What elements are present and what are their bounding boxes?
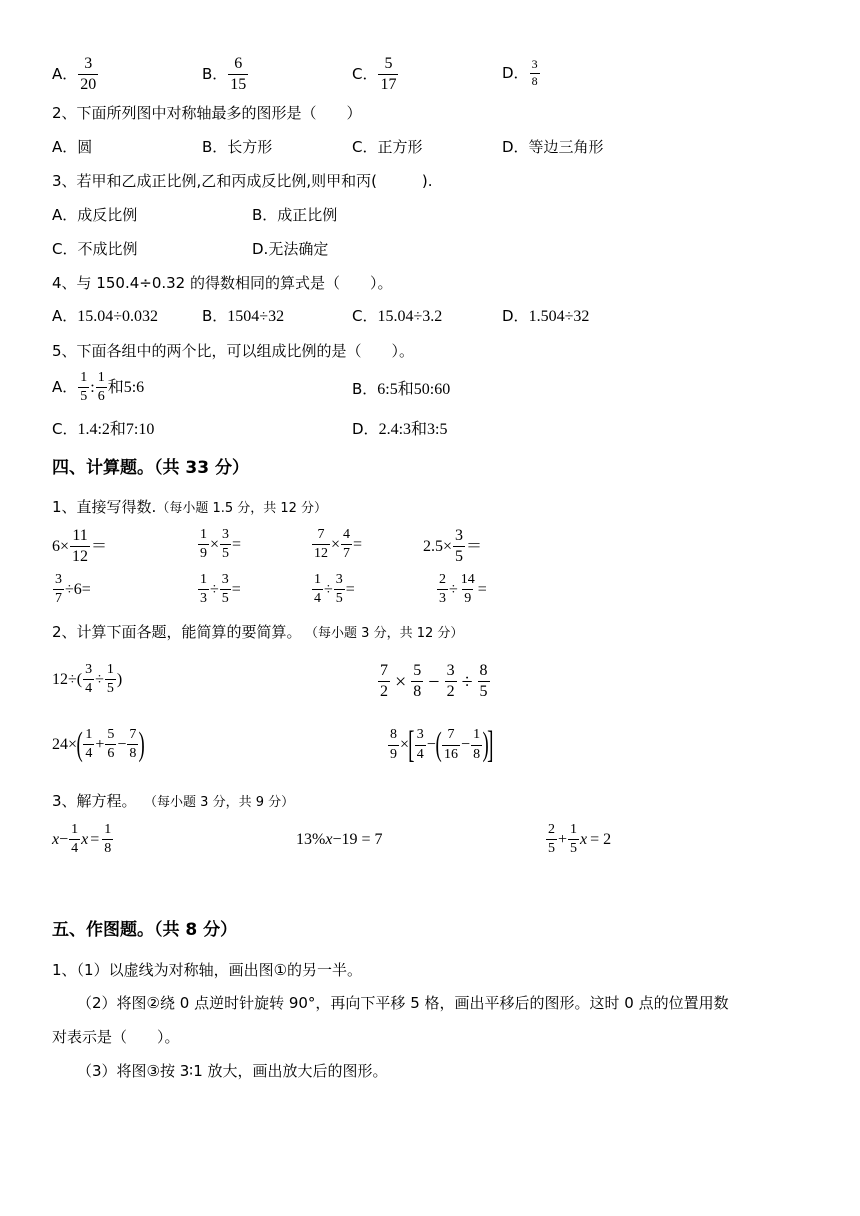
section4-part1-heading: 1、直接写得数.（每小题 1.5 分，共 12 分）: [52, 498, 328, 516]
q1-option-a-label: A．: [52, 65, 78, 84]
q3-option-b: B．成正比例: [252, 206, 338, 224]
section5-line-2: （2）将图②绕 0 点逆时针旋转 90°，再向下平移 5 格，画出平移后的图形。这时 0 点的位置用数: [77, 994, 729, 1012]
q5-option-b: B．6:5和50:60: [352, 380, 451, 398]
calc-expression-2: $\frac{7}{2}$ × $\frac{5}{8}$ − $\frac{3}{2}$ ÷ $\frac{8}{5}$: [380, 662, 488, 701]
oral-calc-5: $\frac{3}{7}$ ÷6=: [55, 572, 91, 607]
q4-option-d: D．1.504÷32: [502, 307, 590, 325]
q4-option-c: C．15.04÷3.2: [352, 307, 443, 325]
q4-option-a: A．15.04÷0.032: [52, 307, 159, 325]
q3-stem: 3、若甲和乙成正比例,乙和丙成反比例,则甲和丙( ).: [52, 172, 433, 190]
section4-part3-heading: 3、解方程。 （每小题 3 分，共 9 分）: [52, 792, 295, 810]
q2-option-c: C．正方形: [352, 138, 423, 156]
oral-calc-8: $\frac{2}{3}$ ÷ $\frac{14}{9}$ =: [439, 572, 487, 607]
q1-option-d-fraction: $\frac{3}{8}$: [531, 57, 538, 88]
equation-1: x − $\frac{1}{4}$ x = $\frac{1}{8}$: [52, 822, 112, 857]
calc-expression-1: 12÷( $\frac{3}{4}$ ÷ $\frac{1}{5}$ ): [52, 662, 123, 697]
q4-option-b: B．1504÷32: [202, 307, 285, 325]
equation-3: $\frac{2}{5}$ + $\frac{1}{5}$ x = 2: [548, 822, 612, 857]
q1-option-b-fraction: $\frac{6}{15}$: [230, 55, 247, 94]
oral-calc-3: $\frac{7}{12}$ × $\frac{4}{7}$ =: [314, 527, 363, 562]
q5-option-a: A． $\frac{1}{5}$ : $\frac{1}{6}$ 和5:6: [52, 370, 145, 405]
section4-part2-heading: 2、计算下面各题，能简算的要简算。 （每小题 3 分，共 12 分）: [52, 623, 464, 641]
q3-option-d: D.无法确定: [252, 240, 329, 258]
calc-expression-4: $\frac{8}{9}$ × [ $\frac{3}{4}$ − ( $\frac{7}{16}$ − $\frac{1}{8}$ ) ]: [390, 724, 494, 766]
section5-line-3: 对表示是（ ）。: [52, 1028, 180, 1046]
q5-option-c: C．1.4:2和7:10: [52, 420, 155, 438]
q2-option-b: B．长方形: [202, 138, 273, 156]
section5-title: 五、作图题。（共 8 分）: [52, 920, 238, 940]
q1-option-a-fraction: $\frac{3}{20}$: [80, 55, 97, 94]
equation-2: 13%x−19 = 7: [296, 831, 383, 848]
q5-stem: 5、下面各组中的两个比，可以组成比例的是（ ）。: [52, 342, 415, 360]
q5-option-d: D．2.4:3和3:5: [352, 420, 448, 438]
oral-calc-2: $\frac{1}{9}$ × $\frac{3}{5}$ =: [200, 527, 242, 562]
oral-calc-7: $\frac{1}{4}$ ÷ $\frac{3}{5}$ =: [314, 572, 355, 607]
section5-line-1: 1、（1）以虚线为对称轴，画出图①的另一半。: [52, 961, 363, 979]
oral-calc-6: $\frac{1}{3}$ ÷ $\frac{3}{5}$ =: [200, 572, 241, 607]
q4-stem: 4、与 150.4÷0.32 的得数相同的算式是（ ）。: [52, 274, 393, 292]
q3-option-a: A．成反比例: [52, 206, 138, 224]
oral-calc-4: 2.5× $\frac{3}{5}$ ＝: [423, 527, 483, 566]
q1-option-c-fraction: $\frac{5}{17}$: [380, 55, 397, 94]
section5-line-4: （3）将图③按 3∶1 放大，画出放大后的图形。: [77, 1062, 388, 1080]
q2-option-a: A．圆: [52, 138, 93, 156]
q2-option-d: D．等边三角形: [502, 138, 604, 156]
q1-option-d-label: D．: [502, 63, 529, 82]
section4-title: 四、计算题。（共 33 分）: [52, 458, 249, 478]
oral-calc-1: 6× $\frac{11}{12}$ ＝: [52, 527, 108, 566]
q1-option-c-label: C．: [352, 65, 378, 84]
q3-option-c: C．不成比例: [52, 240, 138, 258]
calc-expression-3: 24× ( $\frac{1}{4}$ + $\frac{5}{6}$ − $\frac{7}{8}$ ): [52, 725, 146, 763]
q2-stem: 2、下面所列图中对称轴最多的图形是（ ）: [52, 104, 362, 122]
q1-option-b-label: B．: [202, 65, 228, 84]
